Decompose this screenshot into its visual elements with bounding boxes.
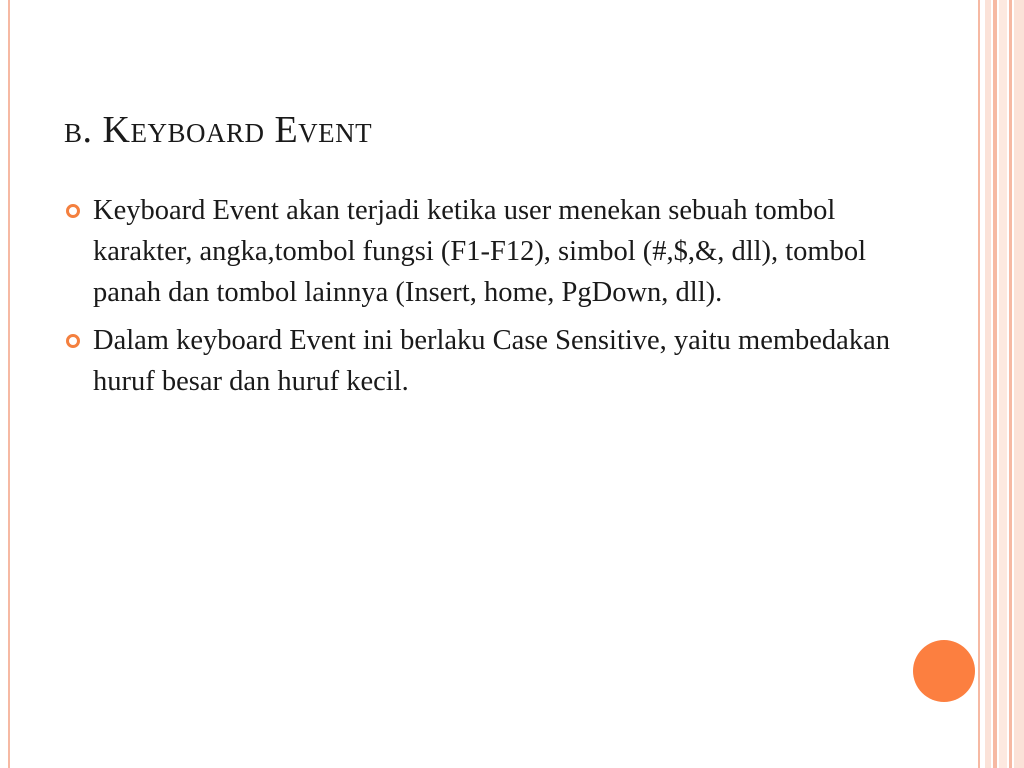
right-decor-stripe (985, 0, 991, 768)
bullet-text: Keyboard Event akan terjadi ketika user menekan sebuah tombol karakter, angka,tombol fungsi (F1-F12), simbol (#,$,&, dll), tombol panah dan tombol lainnya (Insert, home, PgDown, dll). (93, 195, 867, 308)
right-decor-stripe (993, 0, 997, 768)
right-decor-stripe (999, 0, 1007, 768)
slide-title: b. Keyboard Event (64, 109, 373, 151)
bullet-item (66, 190, 896, 313)
bullet-circle-icon (66, 334, 80, 348)
bullet-item (66, 320, 896, 402)
bullet-list (66, 190, 896, 409)
right-decor-stripe (978, 0, 980, 768)
decorative-orange-circle-icon (913, 640, 975, 702)
bullet-text: Dalam keyboard Event ini berlaku Case Sensitive, yaitu membedakan huruf besar dan huruf kecil. (93, 325, 890, 397)
left-border-line (8, 0, 10, 768)
right-decor-stripe (1009, 0, 1012, 768)
bullet-circle-icon (66, 204, 80, 218)
right-decor-stripe (1014, 0, 1024, 768)
